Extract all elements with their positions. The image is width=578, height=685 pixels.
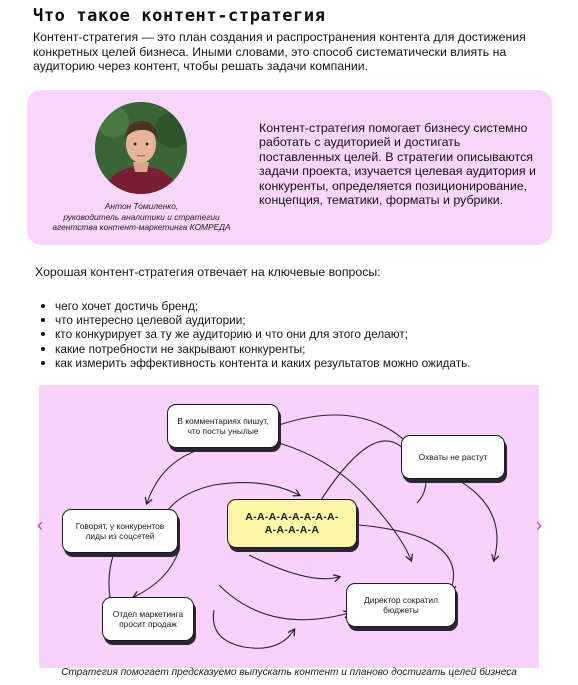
prev-arrow-icon[interactable]: ‹ [37, 514, 43, 535]
questions-intro: Хорошая контент-стратегия отвечает на ключевые вопросы: [35, 265, 381, 279]
node-center-scream [227, 499, 357, 548]
node-reach-text: Охваты не растут [418, 451, 488, 462]
node-marketing [102, 597, 194, 641]
list-item: как измерить эффективность контента и каких результатов можно ожидать. [39, 356, 471, 370]
node-center-line1: А-А-А-А-А-А-А-А- [245, 510, 339, 523]
author-company: агентства контент-маркетинга КОМРЕДА [52, 222, 231, 233]
chaos-diagram [37, 385, 542, 668]
list-item: какие потребности не закрывают конкуренты; [39, 342, 471, 356]
author-avatar [95, 102, 187, 194]
list-item: что интересно целевой аудитории; [39, 313, 471, 327]
node-director-line2: бюджеты [383, 605, 419, 615]
node-reach [401, 435, 505, 479]
node-center-line2: А-А-А-А-А [264, 523, 320, 536]
node-competitors-line1: Говорят, у конкурентов [75, 520, 165, 531]
author-caption [39, 201, 244, 233]
questions-list [39, 299, 471, 370]
page-title: Что такое контент-стратегия [33, 6, 326, 26]
next-arrow-icon[interactable]: › [536, 514, 542, 535]
node-marketing-line2: просит продаж [119, 619, 177, 629]
expert-quote-card [27, 90, 552, 245]
node-director-line1: Директор сократил [364, 594, 438, 605]
node-comments-line2: что посты унылые [187, 426, 259, 436]
list-item: кто конкурирует за ту же аудиторию и что они для этого делают; [39, 327, 471, 341]
diagram-caption: Стратегия помогает предсказуемо выпускать контент и планово достигать целей бизнеса [61, 667, 517, 678]
intro-paragraph: Контент-стратегия — это план создания и распространения контента для достижения конкретных целей бизнеса. Иными словами, это способ систематически влиять на аудиторию через контент, чтобы решать задачи компании. [33, 30, 526, 74]
quote-text: Контент-стратегия помогает бизнесу системно работать с аудиторией и достигать поставленных целей. В стратегии описываются задачи проекта, изучается целевая аудитория и конкуренты, определяется позиционирование, концепция, тематики, форматы и рубрики. [259, 121, 536, 208]
node-director [346, 583, 456, 627]
node-comments [167, 404, 279, 448]
node-competitors-line2: лиды из соцсетей [85, 531, 155, 541]
node-marketing-line1: Отдел маркетинга [112, 608, 184, 619]
author-role: руководитель аналитики и стратегии [63, 211, 220, 222]
node-comments-line1: В комментариях пишут, [177, 415, 269, 426]
list-item: чего хочет достичь бренд; [39, 299, 471, 313]
author-name: Антон Томиленко, [104, 201, 179, 211]
node-competitors [62, 509, 178, 553]
